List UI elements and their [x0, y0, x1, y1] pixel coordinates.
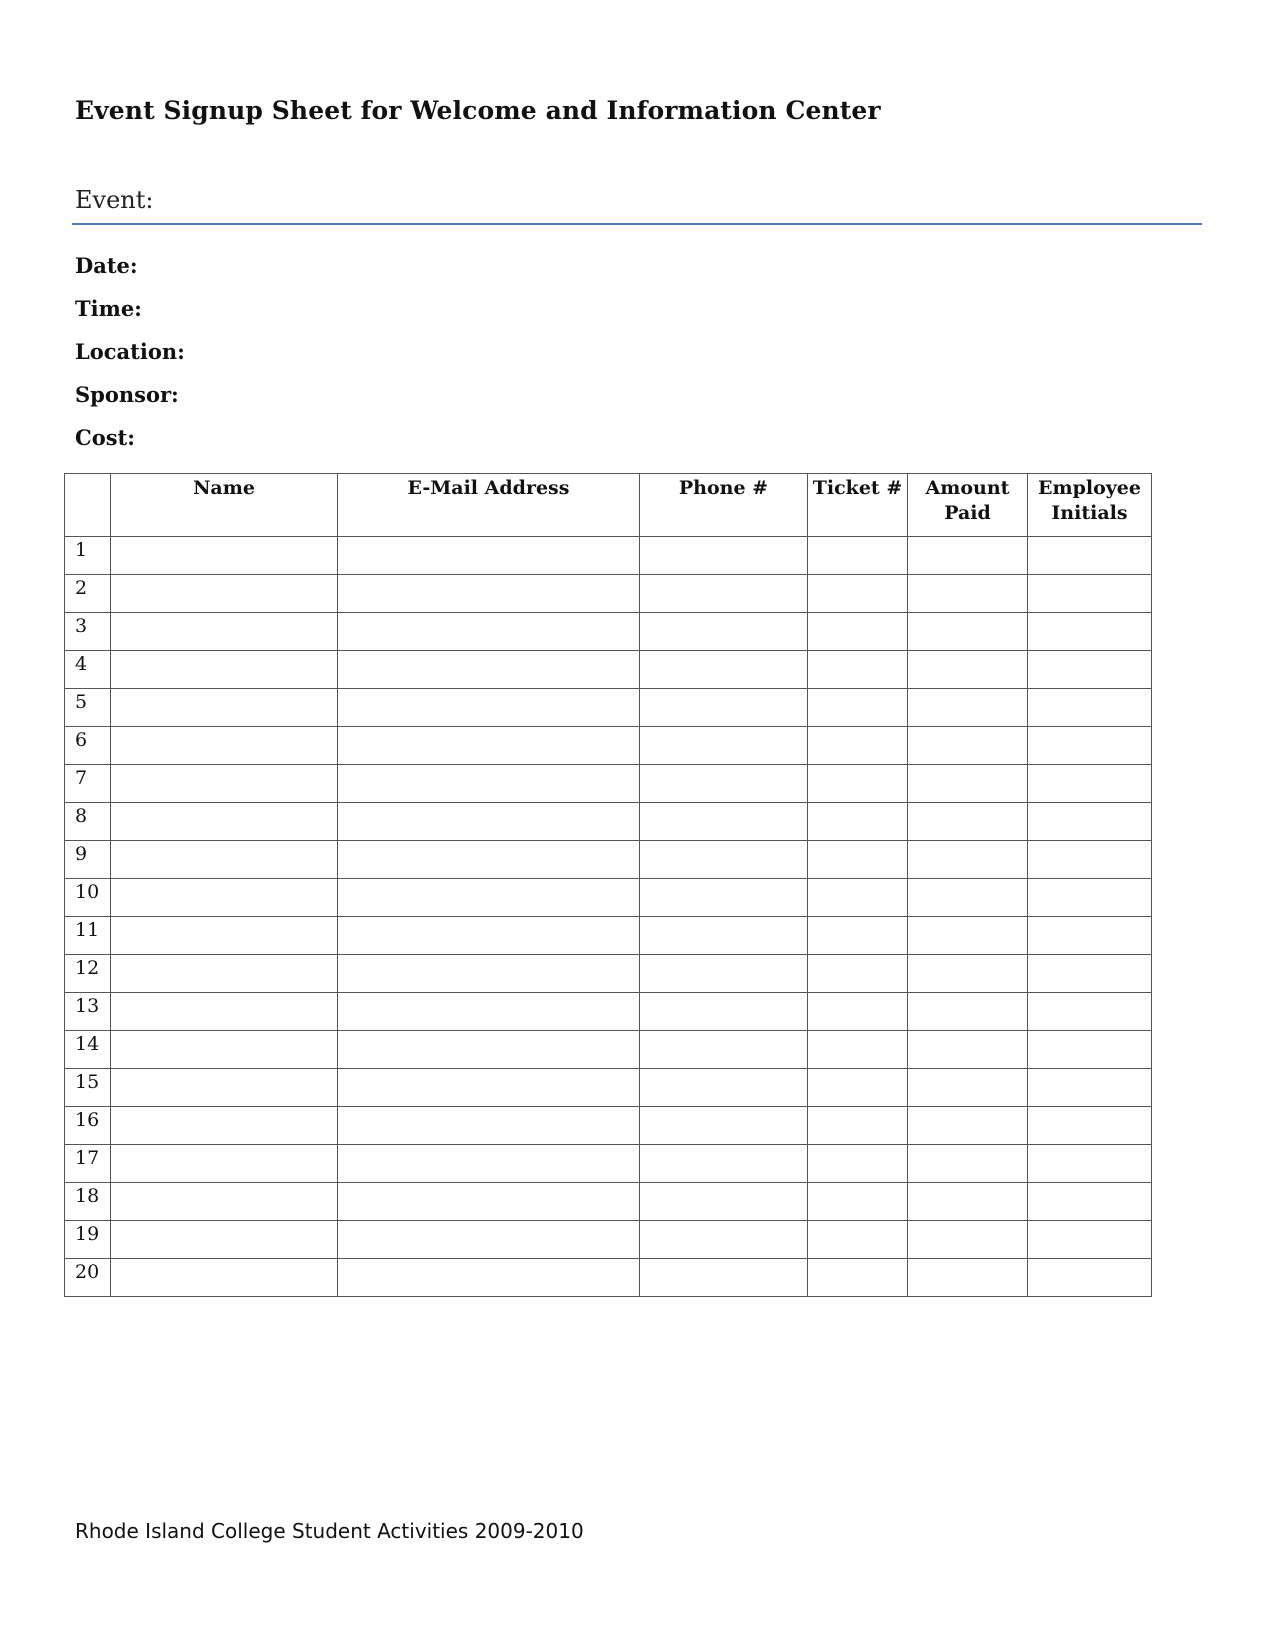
employee-initials-cell[interactable] — [1028, 1145, 1152, 1183]
column-header-phone: Phone # — [640, 474, 808, 537]
phone-cell[interactable] — [640, 1145, 808, 1183]
amount-paid-cell[interactable] — [908, 1183, 1028, 1221]
row-number: 2 — [65, 575, 111, 613]
phone-cell[interactable] — [640, 879, 808, 917]
row-number: 5 — [65, 689, 111, 727]
amount-paid-cell[interactable] — [908, 1069, 1028, 1107]
name-cell[interactable] — [111, 1031, 338, 1069]
employee-initials-cell[interactable] — [1028, 955, 1152, 993]
ticket-cell[interactable] — [808, 1221, 908, 1259]
table-row — [65, 955, 1152, 993]
amount-paid-cell[interactable] — [908, 651, 1028, 689]
row-number: 14 — [65, 1031, 111, 1069]
row-number: 15 — [65, 1069, 111, 1107]
amount-paid-cell[interactable] — [908, 993, 1028, 1031]
row-number: 20 — [65, 1259, 111, 1297]
employee-initials-cell[interactable] — [1028, 575, 1152, 613]
name-cell[interactable] — [111, 1221, 338, 1259]
amount-paid-cell[interactable] — [908, 955, 1028, 993]
table-row — [65, 803, 1152, 841]
event-label: Event: — [75, 186, 154, 214]
email-cell[interactable] — [338, 879, 640, 917]
ticket-cell[interactable] — [808, 689, 908, 727]
email-cell[interactable] — [338, 1069, 640, 1107]
employee-initials-cell[interactable] — [1028, 1031, 1152, 1069]
employee-initials-cell[interactable] — [1028, 803, 1152, 841]
row-number: 11 — [65, 917, 111, 955]
column-header-email: E-Mail Address — [338, 474, 640, 537]
column-header-amount-paid: Amount Paid — [908, 474, 1028, 537]
email-cell[interactable] — [338, 1031, 640, 1069]
email-cell[interactable] — [338, 1259, 640, 1297]
ticket-cell[interactable] — [808, 879, 908, 917]
phone-cell[interactable] — [640, 1183, 808, 1221]
row-number: 13 — [65, 993, 111, 1031]
amount-paid-cell[interactable] — [908, 1107, 1028, 1145]
cost-field-label: Cost: — [75, 425, 135, 450]
name-cell[interactable] — [111, 879, 338, 917]
name-cell[interactable] — [111, 1145, 338, 1183]
ticket-cell[interactable] — [808, 803, 908, 841]
phone-cell[interactable] — [640, 993, 808, 1031]
table-row — [65, 727, 1152, 765]
name-cell[interactable] — [111, 613, 338, 651]
row-number: 19 — [65, 1221, 111, 1259]
sponsor-field-label: Sponsor: — [75, 382, 179, 407]
name-cell[interactable] — [111, 1183, 338, 1221]
ticket-cell[interactable] — [808, 1259, 908, 1297]
ticket-cell[interactable] — [808, 727, 908, 765]
ticket-cell[interactable] — [808, 1145, 908, 1183]
email-cell[interactable] — [338, 955, 640, 993]
phone-cell[interactable] — [640, 727, 808, 765]
employee-initials-cell[interactable] — [1028, 841, 1152, 879]
ticket-cell[interactable] — [808, 765, 908, 803]
table-header-row — [65, 474, 1152, 537]
amount-paid-cell[interactable] — [908, 613, 1028, 651]
row-number: 4 — [65, 651, 111, 689]
email-cell[interactable] — [338, 1221, 640, 1259]
amount-paid-cell[interactable] — [908, 803, 1028, 841]
table-row — [65, 651, 1152, 689]
employee-initials-cell[interactable] — [1028, 1221, 1152, 1259]
name-cell[interactable] — [111, 1069, 338, 1107]
table-row — [65, 613, 1152, 651]
ticket-cell[interactable] — [808, 613, 908, 651]
name-cell[interactable] — [111, 575, 338, 613]
amount-paid-cell[interactable] — [908, 841, 1028, 879]
page-title: Event Signup Sheet for Welcome and Information Center — [75, 96, 881, 125]
employee-initials-cell[interactable] — [1028, 879, 1152, 917]
footer-text: Rhode Island College Student Activities 2009-2010 — [75, 1519, 584, 1543]
table-row — [65, 537, 1152, 575]
row-number: 18 — [65, 1183, 111, 1221]
phone-cell[interactable] — [640, 537, 808, 575]
email-cell[interactable] — [338, 1145, 640, 1183]
employee-initials-cell[interactable] — [1028, 727, 1152, 765]
name-cell[interactable] — [111, 917, 338, 955]
email-cell[interactable] — [338, 689, 640, 727]
email-cell[interactable] — [338, 765, 640, 803]
table-row — [65, 993, 1152, 1031]
row-number: 12 — [65, 955, 111, 993]
column-header-ticket: Ticket # — [808, 474, 908, 537]
phone-cell[interactable] — [640, 1259, 808, 1297]
table-row — [65, 917, 1152, 955]
column-header-name: Name — [111, 474, 338, 537]
row-number: 1 — [65, 537, 111, 575]
email-cell[interactable] — [338, 537, 640, 575]
ticket-cell[interactable] — [808, 1183, 908, 1221]
employee-initials-cell[interactable] — [1028, 651, 1152, 689]
row-number: 10 — [65, 879, 111, 917]
email-cell[interactable] — [338, 803, 640, 841]
employee-initials-cell[interactable] — [1028, 1183, 1152, 1221]
column-header-number — [65, 474, 111, 537]
name-cell[interactable] — [111, 1107, 338, 1145]
table-row — [65, 1259, 1152, 1297]
phone-cell[interactable] — [640, 575, 808, 613]
name-cell[interactable] — [111, 1259, 338, 1297]
ticket-cell[interactable] — [808, 955, 908, 993]
amount-paid-cell[interactable] — [908, 1221, 1028, 1259]
table-row — [65, 1031, 1152, 1069]
phone-cell[interactable] — [640, 1221, 808, 1259]
employee-initials-cell[interactable] — [1028, 613, 1152, 651]
phone-cell[interactable] — [640, 1031, 808, 1069]
phone-cell[interactable] — [640, 917, 808, 955]
phone-cell[interactable] — [640, 841, 808, 879]
ticket-cell[interactable] — [808, 993, 908, 1031]
ticket-cell[interactable] — [808, 575, 908, 613]
row-number: 8 — [65, 803, 111, 841]
amount-paid-cell[interactable] — [908, 689, 1028, 727]
employee-initials-cell[interactable] — [1028, 1259, 1152, 1297]
email-cell[interactable] — [338, 917, 640, 955]
email-cell[interactable] — [338, 613, 640, 651]
email-cell[interactable] — [338, 841, 640, 879]
amount-paid-cell[interactable] — [908, 537, 1028, 575]
email-cell[interactable] — [338, 727, 640, 765]
table-row — [65, 1069, 1152, 1107]
name-cell[interactable] — [111, 537, 338, 575]
table-row — [65, 1221, 1152, 1259]
ticket-cell[interactable] — [808, 1031, 908, 1069]
email-cell[interactable] — [338, 1183, 640, 1221]
name-cell[interactable] — [111, 955, 338, 993]
event-underline — [72, 223, 1202, 225]
amount-paid-cell[interactable] — [908, 727, 1028, 765]
amount-paid-cell[interactable] — [908, 1031, 1028, 1069]
employee-initials-cell[interactable] — [1028, 689, 1152, 727]
name-cell[interactable] — [111, 689, 338, 727]
amount-paid-cell[interactable] — [908, 917, 1028, 955]
amount-paid-cell[interactable] — [908, 1259, 1028, 1297]
row-number: 9 — [65, 841, 111, 879]
ticket-cell[interactable] — [808, 841, 908, 879]
ticket-cell[interactable] — [808, 917, 908, 955]
phone-cell[interactable] — [640, 803, 808, 841]
email-cell[interactable] — [338, 1107, 640, 1145]
ticket-cell[interactable] — [808, 537, 908, 575]
table-row — [65, 689, 1152, 727]
email-cell[interactable] — [338, 993, 640, 1031]
name-cell[interactable] — [111, 993, 338, 1031]
table-row — [65, 765, 1152, 803]
amount-paid-cell[interactable] — [908, 765, 1028, 803]
employee-initials-cell[interactable] — [1028, 1069, 1152, 1107]
employee-initials-cell[interactable] — [1028, 917, 1152, 955]
table-row — [65, 575, 1152, 613]
phone-cell[interactable] — [640, 765, 808, 803]
amount-paid-cell[interactable] — [908, 575, 1028, 613]
row-number: 3 — [65, 613, 111, 651]
time-field-label: Time: — [75, 296, 142, 321]
amount-paid-cell[interactable] — [908, 879, 1028, 917]
phone-cell[interactable] — [640, 955, 808, 993]
table-row — [65, 1107, 1152, 1145]
employee-initials-cell[interactable] — [1028, 765, 1152, 803]
table-row — [65, 841, 1152, 879]
signup-table — [64, 473, 1152, 1297]
name-cell[interactable] — [111, 727, 338, 765]
table-row — [65, 1183, 1152, 1221]
name-cell[interactable] — [111, 803, 338, 841]
employee-initials-cell[interactable] — [1028, 993, 1152, 1031]
phone-cell[interactable] — [640, 1069, 808, 1107]
phone-cell[interactable] — [640, 1107, 808, 1145]
employee-initials-cell[interactable] — [1028, 537, 1152, 575]
phone-cell[interactable] — [640, 689, 808, 727]
email-cell[interactable] — [338, 651, 640, 689]
table-body — [65, 537, 1152, 1297]
ticket-cell[interactable] — [808, 1107, 908, 1145]
ticket-cell[interactable] — [808, 1069, 908, 1107]
phone-cell[interactable] — [640, 651, 808, 689]
row-number: 17 — [65, 1145, 111, 1183]
table-row — [65, 879, 1152, 917]
ticket-cell[interactable] — [808, 651, 908, 689]
table-row — [65, 1145, 1152, 1183]
employee-initials-cell[interactable] — [1028, 1107, 1152, 1145]
location-field-label: Location: — [75, 339, 185, 364]
name-cell[interactable] — [111, 765, 338, 803]
row-number: 6 — [65, 727, 111, 765]
amount-paid-cell[interactable] — [908, 1145, 1028, 1183]
column-header-employee-initials: Employee Initials — [1028, 474, 1152, 537]
row-number: 7 — [65, 765, 111, 803]
name-cell[interactable] — [111, 651, 338, 689]
name-cell[interactable] — [111, 841, 338, 879]
row-number: 16 — [65, 1107, 111, 1145]
email-cell[interactable] — [338, 575, 640, 613]
date-field-label: Date: — [75, 253, 138, 278]
phone-cell[interactable] — [640, 613, 808, 651]
